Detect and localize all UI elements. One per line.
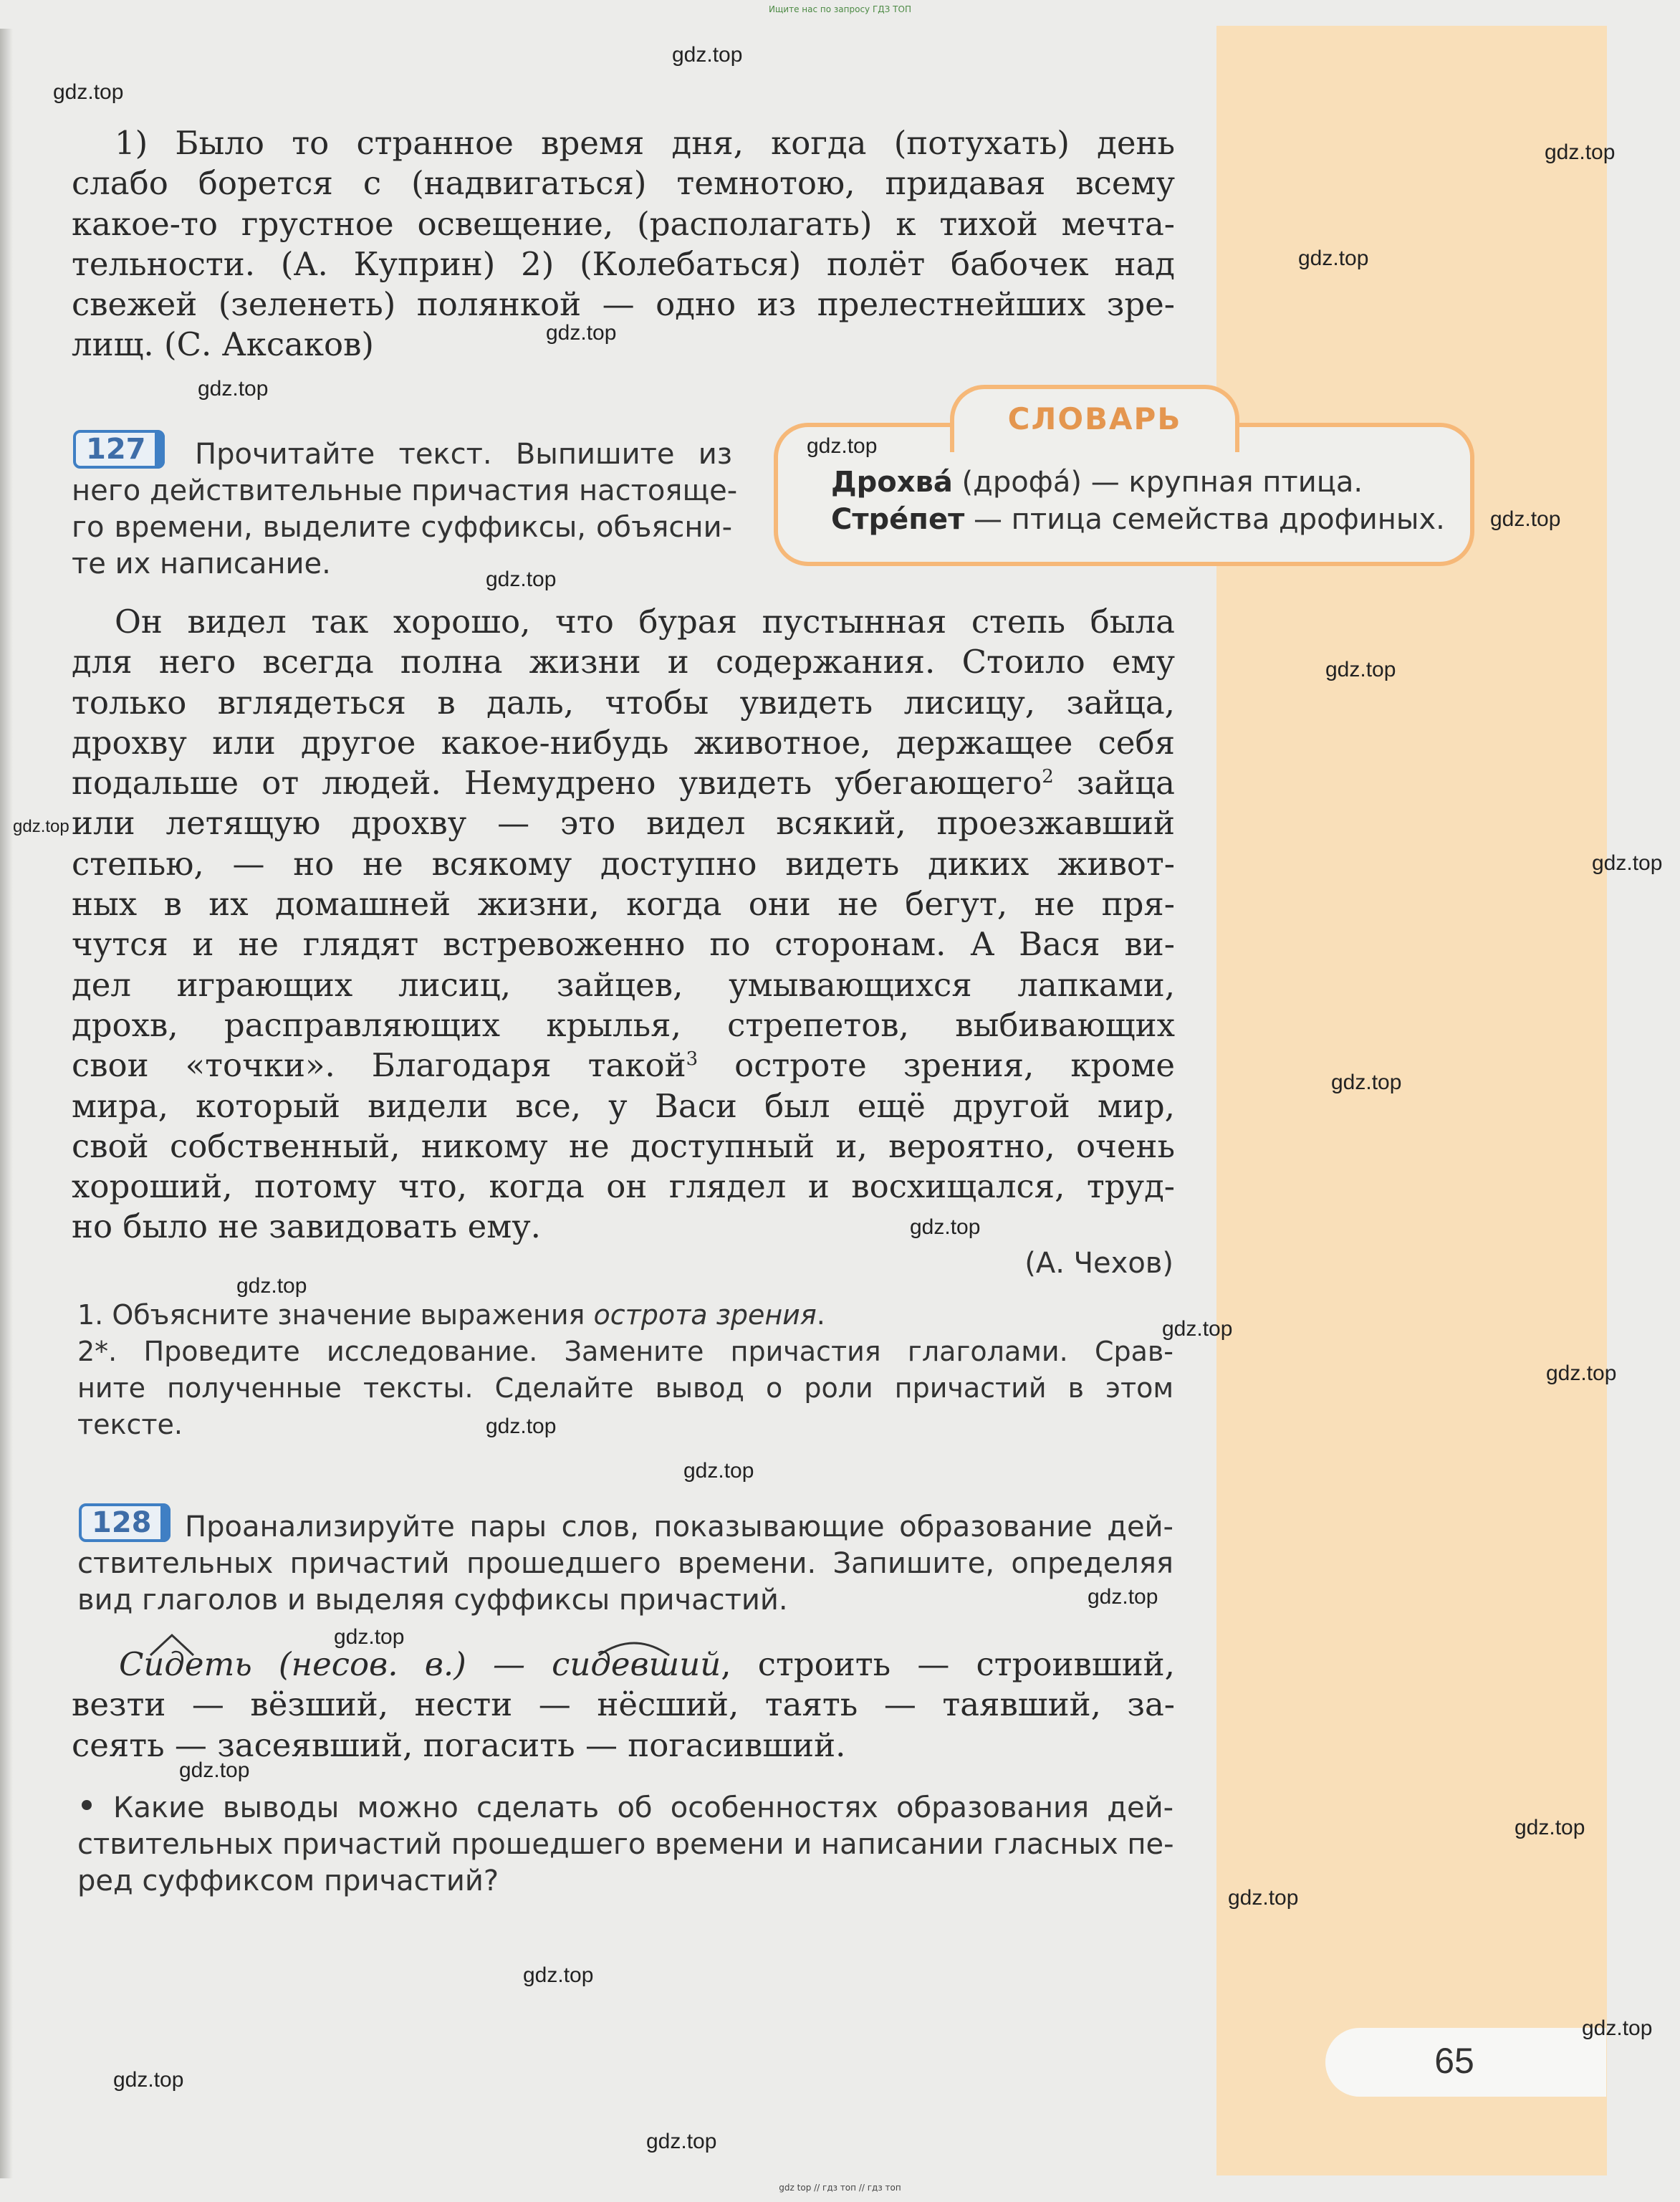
watermark: gdz.top (1490, 507, 1561, 531)
vocabulary-entry (831, 464, 1363, 500)
watermark: gdz.top (1298, 246, 1369, 270)
watermark: gdz.top (1088, 1585, 1158, 1609)
text-line: лищ. (С. Аксаков) (72, 325, 374, 364)
example-line (72, 1645, 1175, 1685)
watermark: gdz.top (910, 1215, 981, 1239)
watermark: gdz.top (1331, 1071, 1402, 1094)
text-line: 1) Было то странное время дня, когда (потухать) день (115, 124, 1175, 162)
watermark: gdz.top (13, 817, 69, 836)
page-gutter-shadow (0, 29, 13, 2178)
watermark: gdz.top (1546, 1361, 1617, 1385)
exercise-127-text (72, 602, 1175, 1248)
example-text: , строить — строивший, (721, 1645, 1175, 1683)
watermark: gdz.top (1228, 1886, 1299, 1910)
task-line: вид глаголов и выделяя суффиксы причастий. (77, 1584, 788, 1617)
text-line: ных в их домашней жизни, когда они не бегут, не пря- (72, 885, 1175, 924)
text-line (72, 1045, 1175, 1086)
watermark: gdz.top (53, 80, 124, 104)
watermark: gdz.top (672, 43, 743, 67)
watermark: gdz.top (236, 1274, 307, 1298)
text-line: только вглядеться в даль, чтобы увидеть лисицу, зайца, (72, 683, 1175, 722)
question-line: ствительных причастий прошедшего времени и написании гласных пе- (77, 1828, 1174, 1861)
question-line (77, 1297, 1173, 1334)
question-line: Какие выводы можно сделать об особенностях образования дей- (113, 1791, 1173, 1824)
text-line: свой собственный, никому не доступный и, вероятно, очень (72, 1126, 1175, 1165)
question-line: тексте. (77, 1409, 183, 1440)
watermark: gdz.top (486, 568, 557, 591)
text-line: хороший, потому что, когда он глядел и восхищался, труд- (72, 1167, 1175, 1206)
text-fragment: зайца (1053, 764, 1176, 803)
watermark: gdz.top (1592, 851, 1663, 875)
text-author: (А. Чехов) (1024, 1247, 1173, 1280)
vocabulary-definition: (дрофá) — крупная птица. (952, 466, 1363, 499)
text-line: дрохву или другое какое-нибудь животное, держащее себя (72, 723, 1175, 762)
example-line: везти — вёзший, нести — нёсший, таять — таявший, за- (72, 1685, 1175, 1724)
watermark: gdz.top (179, 1758, 250, 1782)
margin-band (1216, 26, 1607, 2175)
text-line: чутся и не глядят встревоженно по сторонам. А Вася ви- (72, 925, 1175, 964)
task-line: те их написание. (72, 547, 331, 580)
vocabulary-title: СЛОВАРЬ (1007, 401, 1182, 436)
question-term: острота зрения (593, 1299, 817, 1331)
text-line: дрохв, расправляющих крылья, стрепетов, выбивающих (72, 1005, 1175, 1044)
vocabulary-definition: — птица семейства дрофиных. (964, 503, 1445, 536)
exercise-128-question (77, 1827, 1173, 1900)
question-line: ред суффиксом причастий? (77, 1864, 499, 1897)
footnote-marker: 2 (1042, 766, 1054, 788)
bullet-icon (82, 1800, 92, 1810)
task-line: него действительные причастия настояще- (72, 474, 738, 507)
text-line: для него всегда полна жизни и содержания. Стоило ему (72, 643, 1175, 681)
watermark: gdz.top (334, 1625, 405, 1649)
exercise-127-task-first-line (195, 436, 732, 473)
exercise-128-task-first-line (185, 1509, 1173, 1546)
vocabulary-word: Стрéпет (831, 503, 965, 536)
watermark: gdz.top (1515, 1816, 1585, 1839)
exercise-128-task (77, 1546, 1173, 1619)
example-italic: Сидеть (несов. в.) — сидевший (119, 1645, 721, 1683)
watermark: gdz.top (1162, 1317, 1233, 1341)
exercise-128-examples (72, 1645, 1175, 1766)
footer-note: gdz top // гдз топ // гдз топ (779, 2183, 901, 2193)
exercise-127-task (72, 473, 738, 583)
text-line: Он видел так хорошо, что бурая пустынная степь была (115, 603, 1175, 641)
watermark: gdz.top (113, 2068, 184, 2092)
footnote-marker: 3 (686, 1048, 699, 1071)
watermark: gdz.top (523, 1963, 594, 1987)
watermark: gdz.top (1582, 2016, 1653, 2040)
exercise-number-badge: 128 (79, 1503, 171, 1542)
task-line: Проанализируйте пары слов, показывающие образование дей- (185, 1511, 1173, 1543)
watermark: gdz.top (1325, 658, 1396, 681)
task-line: Прочитайте текст. Выпишите из (195, 438, 732, 471)
intro-exercise-text (72, 123, 1175, 365)
question-line: 2*. Проведите исследование. Замените причастия глаголами. Срав- (77, 1336, 1173, 1367)
exercise-127-questions (77, 1297, 1173, 1443)
watermark: gdz.top (198, 377, 269, 401)
question-text: 1. Объясните значение выражения (77, 1299, 594, 1331)
text-line: степью, — но не всякому доступно видеть диких живот- (72, 844, 1175, 883)
exercise-128-question-first (113, 1790, 1173, 1827)
text-line (72, 763, 1175, 803)
text-fragment: подальше от людей. Немудрено увидеть убегающего (72, 764, 1042, 803)
text-line: дел играющих лисиц, зайцев, умывающихся лапками, (72, 965, 1175, 1004)
example-line: сеять — засеявший, погасить — погасивший. (72, 1725, 846, 1764)
question-text: . (816, 1299, 825, 1331)
question-line: ните полученные тексты. Сделайте вывод о роли причастий в этом (77, 1372, 1173, 1404)
text-fragment: остроте зрения, кроме (698, 1046, 1175, 1085)
header-note: Ищите нас по запросу ГДЗ ТОП (769, 4, 911, 14)
watermark: gdz.top (807, 434, 878, 458)
watermark: gdz.top (486, 1414, 557, 1438)
watermark: gdz.top (646, 2130, 717, 2153)
text-line: или летящую дрохву — это видел всякий, проезжавший (72, 804, 1175, 843)
text-line: но было не завидовать ему. (72, 1207, 541, 1246)
vocabulary-entry (831, 502, 1445, 537)
text-line: слабо борется с (надвигаться) темнотою, придавая всему (72, 164, 1175, 203)
task-line: ствительных причастий прошедшего времени. Запишите, определяя (77, 1547, 1173, 1580)
text-fragment: свои «точки». Благодаря такой (72, 1046, 686, 1085)
task-line: го времени, выделите суффиксы, объясни- (72, 511, 732, 544)
watermark: gdz.top (1545, 140, 1616, 164)
watermark: gdz.top (683, 1459, 754, 1483)
watermark: gdz.top (546, 321, 617, 345)
text-line: тельности. (А. Куприн) 2) (Колебаться) полёт бабочек над (72, 244, 1175, 283)
exercise-number-badge: 127 (73, 430, 165, 469)
text-line: какое-то грустное освещение, (располагать) к тихой мечта- (72, 204, 1175, 243)
text-line: мира, который видели все, у Васи был ещё другой мир, (72, 1086, 1175, 1125)
text-line: свежей (зеленеть) полянкой — одно из прелестнейших зре- (72, 285, 1175, 324)
vocabulary-word: Дрохвá (831, 466, 953, 499)
page-number: 65 (1434, 2041, 1474, 2081)
